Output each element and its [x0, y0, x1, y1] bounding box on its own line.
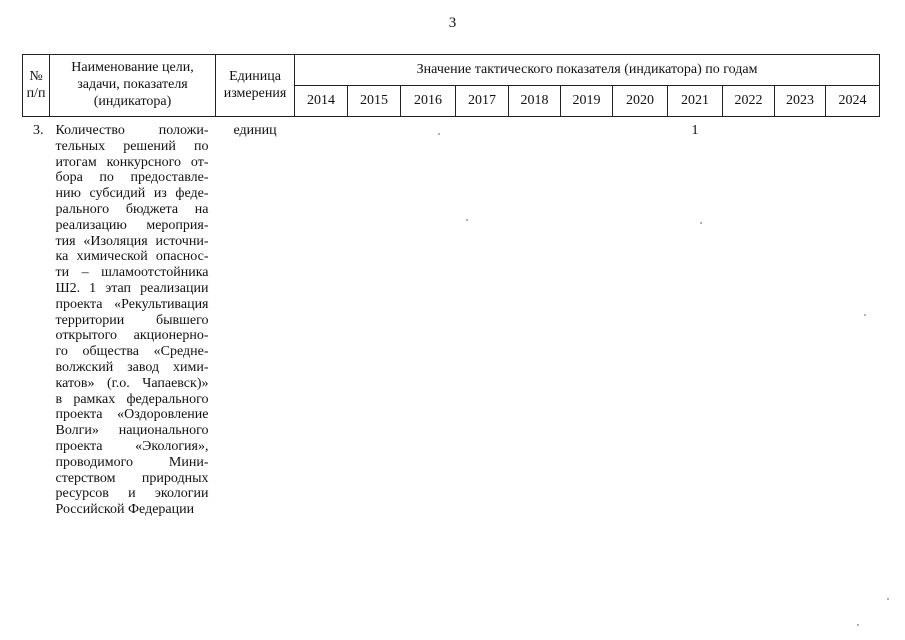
row-name-line: бора по предоставле- — [55, 170, 209, 186]
header-year: 2014 — [295, 86, 348, 117]
row-name-line: ти – шламоотстойника — [55, 265, 209, 281]
header-year: 2017 — [456, 86, 509, 117]
scan-speck — [438, 133, 440, 135]
header-year: 2020 — [613, 86, 668, 117]
row-name-line: проекта «Оздоровление — [55, 407, 209, 423]
header-year: 2018 — [509, 86, 561, 117]
row-name-line: тельных решений по — [55, 138, 209, 154]
page-number: 3 — [448, 15, 457, 31]
header-year: 2019 — [561, 86, 613, 117]
row-value — [826, 117, 880, 518]
row-name-line: рального бюджета на — [55, 201, 209, 217]
row-name-line: го общества «Средне- — [55, 344, 209, 360]
header-year: 2015 — [348, 86, 401, 117]
header-year: 2016 — [401, 86, 456, 117]
header-year: 2024 — [826, 86, 880, 117]
row-value — [561, 117, 613, 518]
scan-speck — [700, 222, 702, 224]
header-num: № п/п — [23, 55, 50, 117]
scan-speck — [857, 624, 859, 626]
row-value — [613, 117, 668, 518]
row-name-line: нию субсидий из феде- — [55, 186, 209, 202]
row-value — [723, 117, 775, 518]
header-name: Наименование цели, задачи, показателя (индикатора) — [50, 55, 216, 117]
row-value — [775, 117, 826, 518]
header-unit: Единица измерения — [216, 55, 295, 117]
scan-speck — [864, 314, 866, 316]
row-name-line: катов» (г.о. Чапаевск)» — [55, 375, 209, 391]
scan-speck — [466, 219, 468, 221]
row-name-line: волжский завод хими- — [55, 359, 209, 375]
row-value — [509, 117, 561, 518]
row-name-line: ка химической опаснос- — [55, 249, 209, 265]
header-values: Значение тактического показателя (индикатора) по годам — [295, 55, 880, 86]
row-name-line: проекта «Экология», — [55, 438, 209, 454]
row-name-line: Волги» национального — [55, 423, 209, 439]
row-value — [401, 117, 456, 518]
row-value — [456, 117, 509, 518]
row-name-line: ресурсов и экологии — [55, 486, 209, 502]
row-name-line: в рамках федерального — [55, 391, 209, 407]
row-name-line: реализацию мероприя- — [55, 217, 209, 233]
row-name-line: тия «Изоляция источни- — [55, 233, 209, 249]
row-name-line: Ш2. 1 этап реализации — [55, 280, 209, 296]
row-value — [295, 117, 348, 518]
row-name-line: открытого акционерно- — [55, 328, 209, 344]
row-name-line: итогам конкурсного от- — [55, 154, 209, 170]
row-name-line: Количество положи- — [55, 123, 209, 138]
scan-speck — [887, 598, 889, 600]
row-unit: единиц — [233, 123, 277, 138]
row-num: 3. — [33, 123, 44, 138]
row-name-line: территории бывшего — [55, 312, 209, 328]
header-year: 2022 — [723, 86, 775, 117]
row-value — [348, 117, 401, 518]
row-value: 1 — [691, 123, 699, 138]
row-name-line: проекта «Рекультивация — [55, 296, 209, 312]
table-row — [23, 117, 880, 518]
row-name-line: Российской Федерации — [55, 502, 195, 518]
row-name-line: стерством природных — [55, 470, 209, 486]
row-name-line: проводимого Мини- — [55, 454, 209, 470]
header-year: 2021 — [668, 86, 723, 117]
row-name — [50, 117, 216, 518]
header-year: 2023 — [775, 86, 826, 117]
indicator-table — [22, 54, 880, 518]
